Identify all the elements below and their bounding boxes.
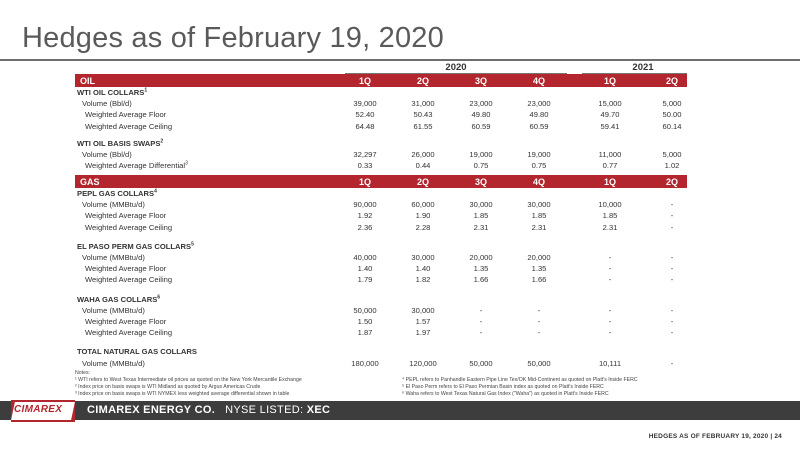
table-cell: 1.40	[357, 264, 373, 274]
table-cell: 40,000	[353, 253, 377, 262]
table-cell: -	[670, 317, 674, 326]
table-cell: 1.87	[357, 328, 373, 338]
table-cell: 1.82	[415, 275, 431, 285]
row-label-text: WAHA GAS COLLARS	[77, 294, 158, 304]
table-cell: 50,000	[527, 358, 551, 368]
gas-section-label: GAS	[80, 176, 100, 187]
row-label	[85, 110, 166, 119]
row-label	[77, 189, 157, 198]
row-label	[82, 200, 145, 209]
table-row	[75, 122, 687, 133]
table-cell: -	[537, 317, 541, 326]
row-label-text: TOTAL NATURAL GAS COLLARS	[77, 347, 197, 357]
page-number: 24	[774, 433, 782, 440]
table-cell: -	[479, 317, 483, 326]
table-row	[75, 200, 687, 211]
row-label	[77, 88, 147, 97]
table-cell: 32,297	[353, 150, 377, 159]
row-label	[77, 139, 163, 148]
table-cell: 31,000	[411, 99, 435, 109]
row-label-text: Weighted Average Ceiling	[85, 222, 173, 232]
table-row	[75, 359, 687, 370]
table-cell: -	[670, 275, 674, 285]
table-row	[75, 306, 687, 317]
row-label	[85, 223, 172, 232]
table-cell: 1.57	[415, 317, 431, 326]
table-cell: 50.00	[662, 110, 682, 120]
table-cell: 2.31	[531, 222, 547, 232]
table-cell: 15,000	[598, 99, 622, 109]
footnote-marker: 4	[154, 188, 157, 195]
table-group-row	[75, 139, 687, 150]
row-label	[82, 359, 145, 368]
footnote-marker: 3	[185, 160, 188, 167]
row-label	[85, 328, 172, 337]
table-cell: -	[479, 328, 483, 338]
table-row	[75, 150, 687, 161]
row-label	[77, 242, 194, 251]
table-cell: -	[670, 211, 674, 221]
table-cell: 0.33	[357, 161, 373, 171]
page-title: Hedges as of February 19, 2020	[22, 22, 444, 54]
row-label	[85, 211, 166, 220]
notes-left	[75, 370, 302, 398]
gas-col-header: 2Q	[665, 176, 679, 187]
row-label-text: Weighted Average Floor	[85, 264, 167, 274]
footer-company-line	[87, 404, 330, 416]
row-label	[82, 99, 132, 108]
ticker: XEC	[306, 404, 331, 416]
table-cell: 59.41	[600, 121, 620, 131]
table-row	[75, 253, 687, 264]
note-2: ² Index price on basis swaps is WTI Midland as quoted by Argus Americas Crude	[75, 384, 261, 390]
table-cell: 120,000	[409, 358, 437, 368]
note-4: ⁴ PEPL refers to Panhandle Eastern Pipe Line Tex/OK Mid-Continent as quoted on Platt's Inside FERC	[402, 377, 638, 383]
table-cell: -	[670, 264, 674, 274]
table-cell: 1.40	[415, 264, 431, 274]
table-row	[75, 317, 687, 328]
note-3: ³ Index price on basis swaps is WTI NYMEX less weighted average differential shown in table	[75, 391, 290, 397]
note-6: ⁶ Waha refers to West Texas Natural Gas Index ("Waha") as quoted in Platt's Inside FERC	[402, 391, 609, 397]
oil-section-label: OIL	[80, 75, 95, 86]
table-cell: 1.85	[602, 211, 618, 221]
table-group-row	[75, 189, 687, 200]
row-label-text: Weighted Average Floor	[85, 317, 167, 326]
table-cell: 1.35	[531, 264, 547, 274]
table-cell: 1.85	[531, 211, 547, 221]
table-cell: 52.40	[355, 110, 375, 120]
table-group-row	[75, 242, 687, 253]
table-cell: 0.75	[473, 161, 489, 171]
table-cell: -	[608, 264, 612, 274]
table-cell: 39,000	[353, 99, 377, 109]
table-cell: 64.48	[355, 121, 375, 131]
table-cell: 50.43	[413, 110, 433, 120]
table-row	[75, 161, 687, 172]
table-cell: 10,111	[598, 358, 622, 368]
row-label	[85, 264, 166, 273]
table-cell: 2.28	[415, 222, 431, 232]
table-cell: 1.50	[357, 317, 373, 326]
listed-prefix: NYSE LISTED:	[225, 404, 304, 416]
table-cell: 1.66	[473, 275, 489, 285]
title-divider	[0, 59, 800, 61]
table-cell: 1.85	[473, 211, 489, 221]
table-cell: 180,000	[351, 358, 379, 368]
table-cell: 26,000	[411, 150, 435, 159]
table-cell: -	[608, 317, 612, 326]
row-label-text: WTI OIL BASIS SWAPS	[77, 138, 161, 148]
row-label	[82, 306, 145, 315]
row-label	[82, 253, 145, 262]
table-cell: -	[670, 200, 674, 210]
company-name: CIMAREX ENERGY CO.	[87, 404, 216, 416]
row-label-text: Weighted Average Floor	[85, 211, 167, 221]
table-cell: 23,000	[527, 99, 551, 109]
table-cell: -	[670, 222, 674, 232]
table-group-row	[75, 347, 687, 358]
row-label-text: Weighted Average Ceiling	[85, 328, 173, 338]
gas-col-header: 1Q	[358, 176, 372, 187]
notes-heading: Notes:	[75, 370, 90, 376]
table-cell: 30,000	[411, 253, 435, 262]
company-logo-text: CIMAREX	[14, 404, 63, 415]
table-cell: 1.02	[664, 161, 680, 171]
table-cell: 2.31	[602, 222, 618, 232]
table-cell: 60.59	[471, 121, 491, 131]
oil-col-header: 1Q	[358, 75, 372, 86]
footnote-marker: 6	[157, 294, 161, 301]
table-cell: 60.14	[662, 121, 682, 131]
row-label-text: EL PASO PERM GAS COLLARS	[77, 241, 192, 251]
table-cell: -	[670, 253, 674, 262]
row-label-text: WTI OIL COLLARS	[77, 88, 145, 97]
table-cell: 1.79	[357, 275, 373, 285]
table-cell: 0.75	[531, 161, 547, 171]
table-cell: -	[608, 305, 612, 315]
table-cell: 0.44	[415, 161, 431, 171]
year-2021-label: 2021	[632, 62, 654, 73]
table-cell: 2.36	[357, 222, 373, 232]
table-cell: -	[608, 328, 612, 338]
row-label	[85, 161, 188, 170]
table-cell: 30,000	[527, 200, 551, 210]
row-label	[85, 275, 172, 284]
table-cell: 90,000	[353, 200, 377, 210]
table-cell: 61.55	[413, 121, 433, 131]
table-cell: -	[670, 328, 674, 338]
oil-col-header: 2Q	[416, 75, 430, 86]
table-cell: 23,000	[469, 99, 493, 109]
table-cell: 30,000	[411, 305, 435, 315]
year-2020-label: 2020	[445, 62, 467, 73]
table-cell: 1.90	[415, 211, 431, 221]
row-label-text: Volume (MMBtu/d)	[82, 253, 145, 262]
table-cell: -	[479, 305, 483, 315]
table-row	[75, 223, 687, 234]
table-row	[75, 264, 687, 275]
table-group-row	[75, 295, 687, 306]
row-label-text: Weighted Average Differential	[85, 161, 186, 171]
page-label: HEDGES AS OF FEBRUARY 19, 2020	[648, 433, 769, 440]
table-row	[75, 99, 687, 110]
table-cell: 1.66	[531, 275, 547, 285]
row-label	[85, 122, 172, 131]
oil-col-header: 3Q	[474, 75, 488, 86]
table-group-row	[75, 88, 687, 99]
table-cell: -	[608, 253, 612, 262]
table-cell: 20,000	[469, 253, 493, 262]
table-cell: 60,000	[411, 200, 435, 210]
table-cell: 1.92	[357, 211, 373, 221]
notes-right	[402, 370, 638, 398]
page-separator: |	[770, 433, 773, 440]
row-label-text: PEPL GAS COLLARS	[77, 189, 155, 198]
gas-section-header	[75, 175, 687, 188]
gas-col-header: 1Q	[603, 176, 617, 187]
footnote-marker: 1	[144, 87, 148, 94]
table-row	[75, 328, 687, 339]
oil-section-header	[75, 74, 687, 87]
table-cell: 11,000	[598, 150, 622, 159]
row-label-text: Weighted Average Ceiling	[85, 121, 173, 131]
page-footer-tag	[649, 433, 782, 440]
table-cell: -	[537, 328, 541, 338]
footnote-marker: 5	[191, 241, 194, 248]
row-label-text: Volume (MMBtu/d)	[82, 358, 145, 368]
footnote-marker: 2	[160, 138, 164, 145]
table-cell: 49.80	[529, 110, 549, 120]
table-cell: 1.97	[415, 328, 431, 338]
note-5: ⁵ El Paso Perm refers to El Paso Permian Basin index as quoted on Platt's Inside FERC	[402, 384, 604, 390]
table-cell: 30,000	[469, 200, 493, 210]
notes-spacer	[402, 370, 638, 377]
table-cell: 10,000	[598, 200, 622, 210]
table-cell: 50,000	[469, 358, 493, 368]
table-cell: 19,000	[527, 150, 551, 159]
row-label-text: Volume (Bbl/d)	[82, 99, 132, 109]
table-cell: 19,000	[469, 150, 493, 159]
row-label-text: Weighted Average Ceiling	[85, 275, 173, 285]
table-cell: 0.77	[602, 161, 618, 171]
row-label-text: Weighted Average Floor	[85, 110, 167, 120]
table-cell: -	[670, 358, 674, 368]
gas-col-header: 2Q	[416, 176, 430, 187]
table-cell: 2.31	[473, 222, 489, 232]
oil-col-header: 2Q	[665, 75, 679, 86]
table-cell: -	[670, 305, 674, 315]
row-label-text: Volume (MMBtu/d)	[82, 200, 145, 210]
oil-col-header: 4Q	[532, 75, 546, 86]
row-label-text: Volume (Bbl/d)	[82, 150, 132, 159]
table-row	[75, 275, 687, 286]
table-row	[75, 110, 687, 121]
table-cell: 20,000	[527, 253, 551, 262]
table-cell: 50,000	[353, 305, 377, 315]
table-row	[75, 211, 687, 222]
table-cell: -	[537, 305, 541, 315]
table-cell: 1.35	[473, 264, 489, 274]
oil-col-header: 1Q	[603, 75, 617, 86]
year-headers	[0, 62, 800, 74]
row-label	[77, 347, 197, 356]
table-cell: 60.59	[529, 121, 549, 131]
gas-col-header: 4Q	[532, 176, 546, 187]
note-1: ¹ WTI refers to West Texas Intermediate oil prices as quoted on the New York Mercantile Exchange	[75, 377, 302, 383]
row-label-text: Volume (MMBtu/d)	[82, 305, 145, 315]
row-label	[77, 295, 160, 304]
table-cell: -	[608, 275, 612, 285]
gas-col-header: 3Q	[474, 176, 488, 187]
table-cell: 5,000	[662, 99, 682, 109]
row-label	[82, 150, 132, 159]
table-cell: 49.80	[471, 110, 491, 120]
table-cell: 5,000	[662, 150, 682, 159]
row-label	[85, 317, 166, 326]
table-cell: 49.70	[600, 110, 620, 120]
